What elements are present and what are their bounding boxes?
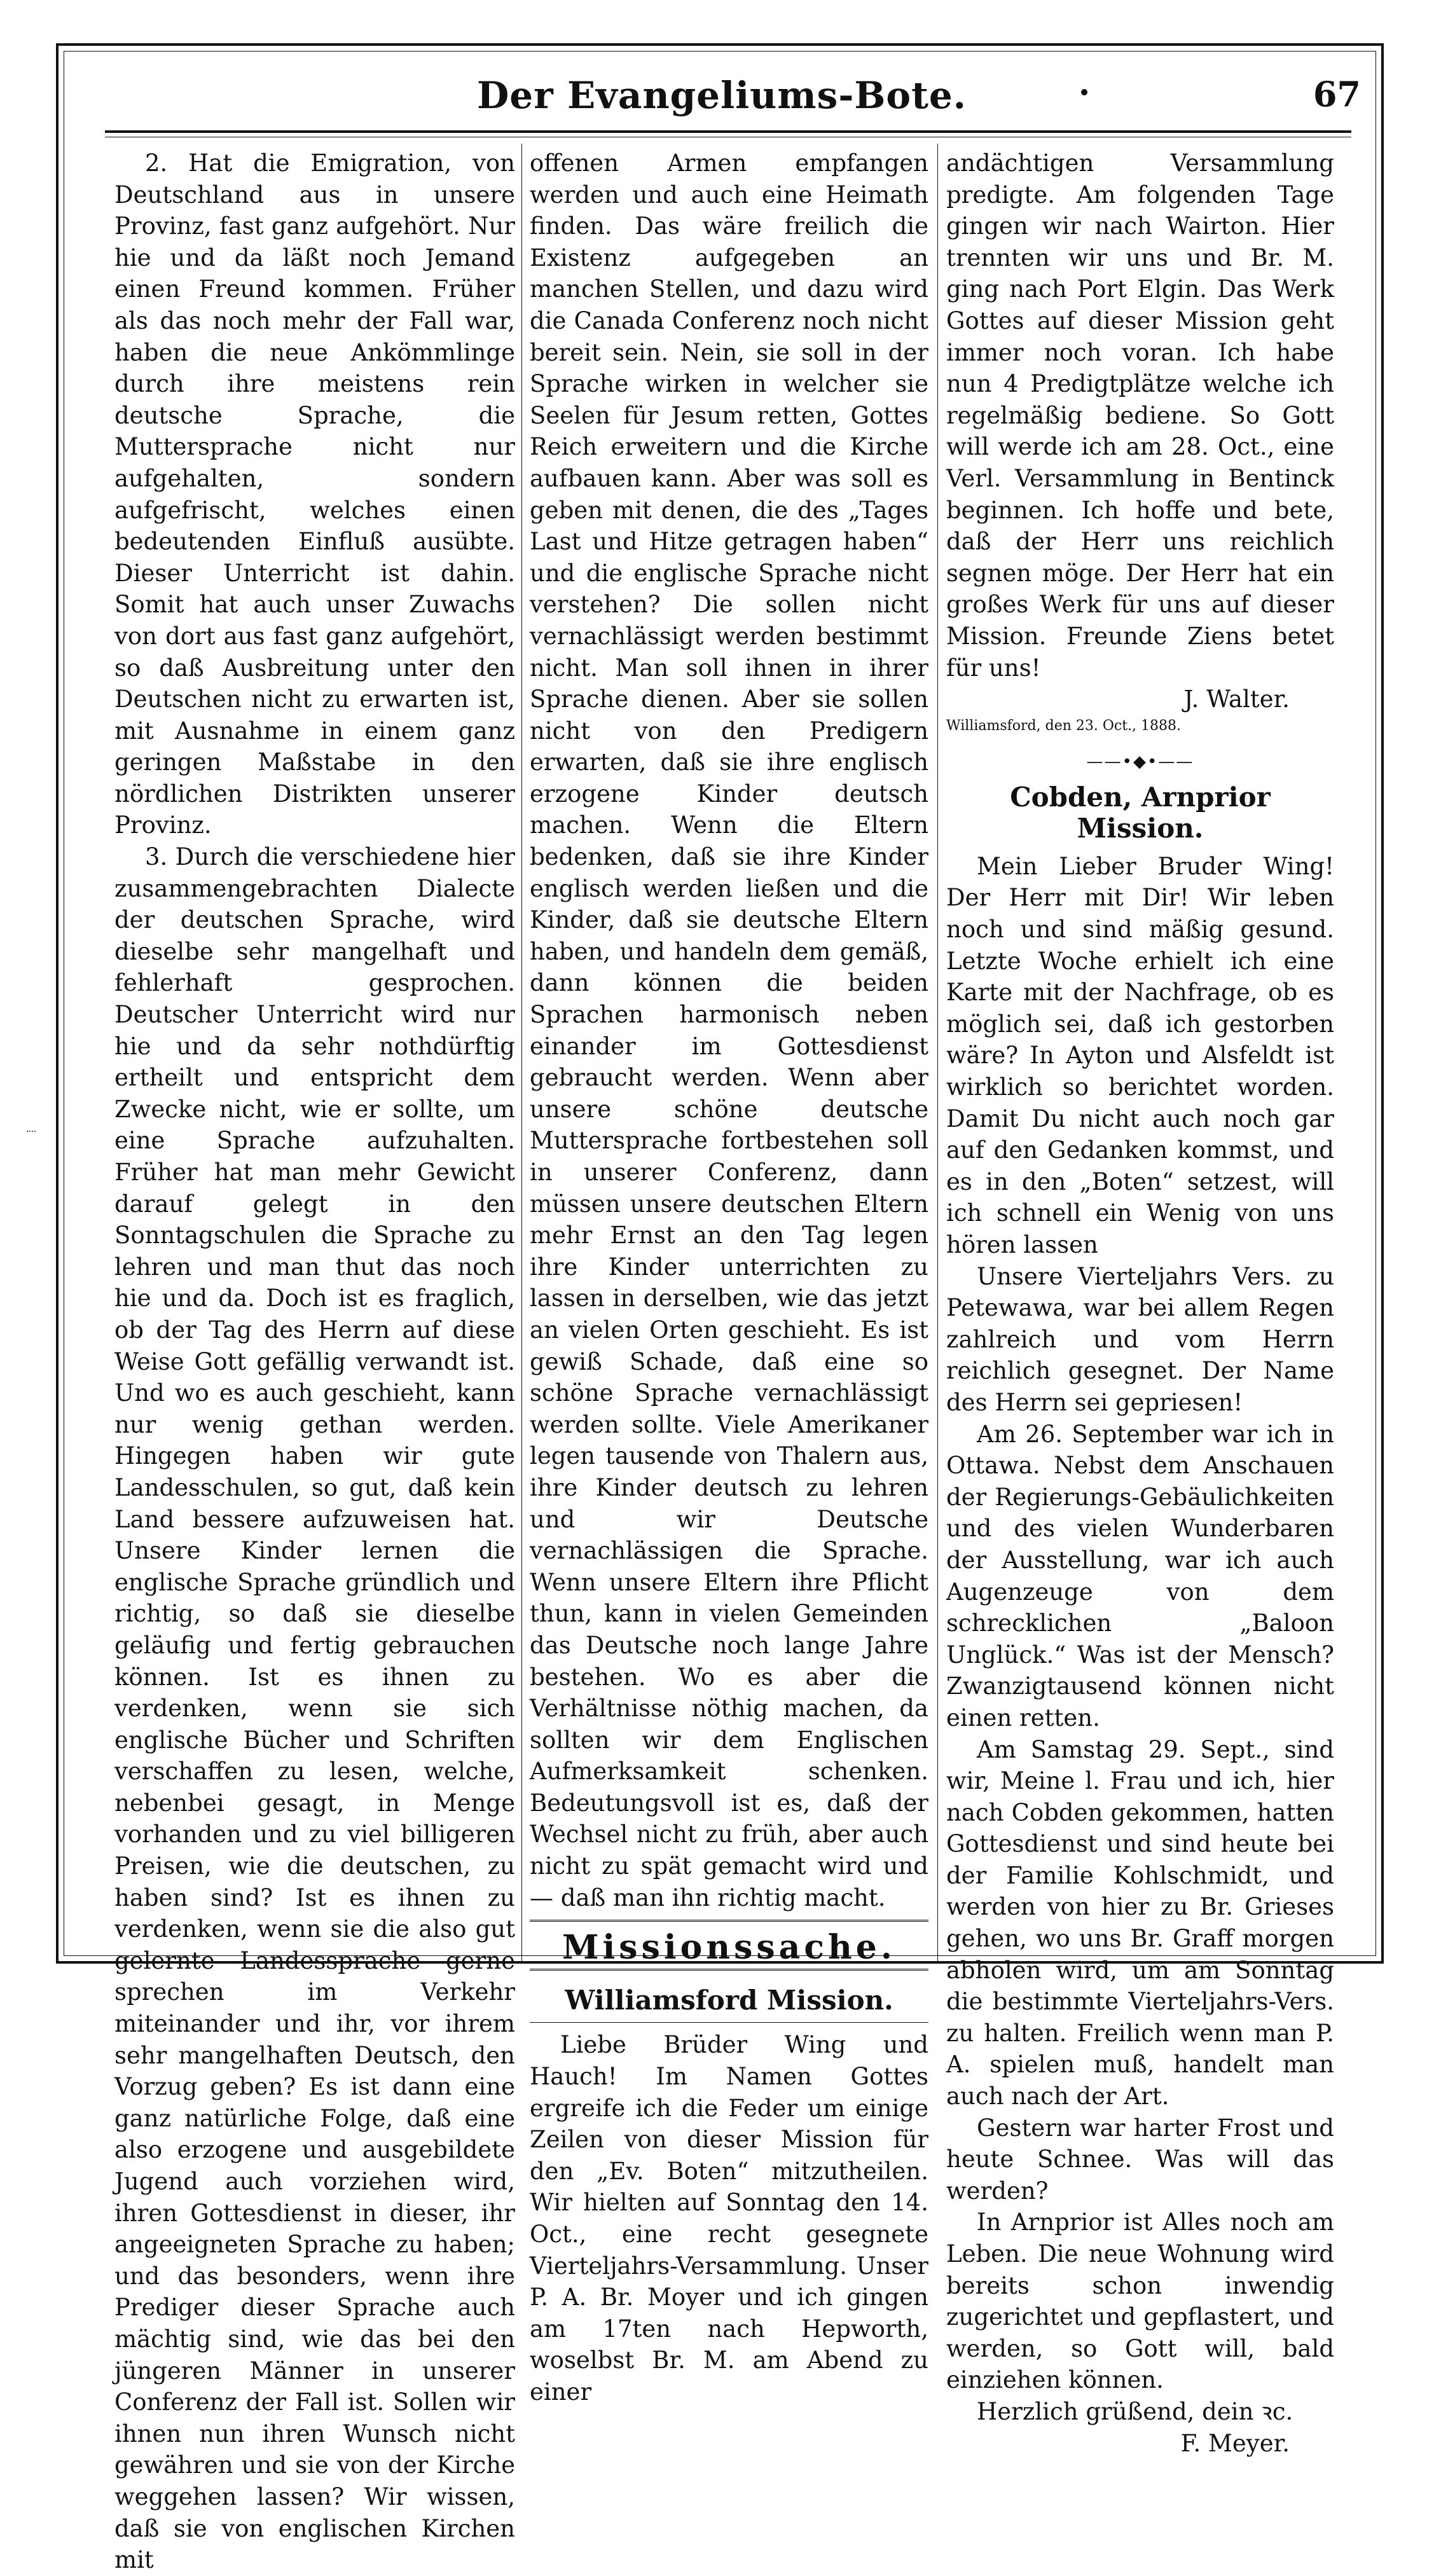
header-rule-thick (105, 130, 1351, 133)
signature-meyer: F. Meyer. (1180, 2429, 1290, 2457)
dateline-williamsford: Williamsford, den 23. Oct., 1888. (946, 717, 1182, 734)
page-number: 67 (1313, 74, 1361, 114)
header-dot-ornament (1081, 89, 1087, 95)
paragraph-cobden-5: Gestern war harter Frost und heute Schnee. Was will das werden? (946, 2114, 1334, 2205)
divider-ornament: ——•◆•—— (1086, 752, 1194, 771)
signature-walter: J. Walter. (1183, 685, 1290, 713)
section-rule-top (530, 1920, 928, 1925)
page-header (76, 70, 1367, 127)
section-title-missionssache: Missionssache. (562, 1928, 896, 1967)
paragraph-dialects: 3. Durch die verschiedene hier zusammengebrachten Dialecte der deutschen Sprache, wird dieselbe sehr mangelhaft und fehlerhaft gesprochen. Deutscher Unterricht wird nur hie und da sehr nothdürftig ertheilt und entspricht dem Zwecke nicht, wie er sollte, um eine Sprache aufzuhalten. Früher hat man mehr Gewicht darauf gelegt in den Sonntagschulen die Sprache zu lehren und man thut das noch hie und da. Doch ist es fraglich, ob der Tag des Herrn auf diese Weise Gott gefällig verwandt ist. Und wo es auch geschieht, kann nur wenig gethan werden. Hingegen haben wir gute Landesschulen, so gut, daß kein Land bessere aufzuweisen hat. Unsere Kinder lernen die englische Sprache gründlich und richtig, so daß sie dieselbe geläufig und fertig gebrauchen können. Ist es ihnen zu verdenken, wenn sie sich englische Bücher und Schriften verschaffen zu lesen, welche, nebenbei gesagt, in Menge vorhanden und zu viel billigeren Preisen, wie die deutschen, zu haben sind? Ist es ihnen zu verdenken, wenn sie die also gut gelernte Landessprache gerne sprechen im Verkehr miteinander und ihr, vor ihrem sehr mangelhaften Deutsch, den Vorzug geben? Es ist dann eine ganz natürliche Folge, daß eine also erzogene und ausgebildete Jugend auch vorziehen wird, ihren Gottesdienst in dieser, ihr angeeigneten Sprache zu haben; und das besonders, wenn ihre Prediger dieser Sprache auch mächtig sind, wie das bei den jüngeren Männer in unserer Conferenz der Fall ist. Sollen wir ihnen nun ihren Wunsch nicht gewähren und sie von der Kirche weggehen lassen? Wir wissen, daß sie von englischen Kirchen mit (114, 843, 515, 2574)
paragraph-emigration: 2. Hat die Emigration, von Deutschland aus in unsere Provinz, fast ganz aufgehört. Nur hie und da läßt noch Jemand einen Freund kommen. Früher als das noch mehr der Fall war, haben die neue Ankömmlinge durch ihre meistens rein deutsche Sprache, die Muttersprache nicht nur aufgehalten, sondern aufgefrischt, welches einen bedeutenden Einfluß ausübte. Dieser Unterricht ist dahin. Somit hat auch unser Zuwachs von dort aus fast ganz aufgehört, so daß Ausbreitung unter den Deutschen nicht zu erwarten ist, mit Ausnahme in einem ganz geringen Maßstabe in den nördlichen Distrikten unserer Provinz. (114, 149, 515, 839)
paragraph-williamsford-letter: Liebe Brüder Wing und Hauch! Im Namen Gottes ergreife ich die Feder um einige Zeilen von dieser Mission für den „Ev. Boten“ mitzutheilen. Wir hielten auf Sonntag den 14. Oct., eine recht gesegnete Vierteljahrs-Versammlung. Unser P. A. Br. Moyer und ich gingen am 17ten nach Hepworth, woselbst Br. M. am Abend zu einer (530, 2031, 928, 2406)
column-divider-2 (937, 144, 938, 1962)
paragraph-cobden-1: Mein Lieber Bruder Wing! Der Herr mit Dir! Wir leben noch und sind mäßig gesund. Letzte Woche erhielt ich eine Karte mit der Nachfrage, ob es möglich sei, daß ich gestorben wäre? In Ayton und Alsfeldt ist wirklich so berichtet worden. Damit Du nicht auch noch gar auf den Gedanken kommst, und es in den „Boten“ setzest, will ich schnell ein Wenig von uns hören lassen (946, 852, 1334, 1258)
paragraph-cobden-2: Unsere Vierteljahrs Vers. zu Petewawa, war bei allem Regen zahlreich und vom Herrn reichlich gesegnet. Der Name des Herrn sei gepriesen! (946, 1262, 1334, 1416)
paragraph-williamsford-continued: andächtigen Versammlung predigte. Am folgenden Tage gingen wir nach Wairton. Hier trennten wir uns und Br. M. ging nach Port Elgin. Das Werk Gottes auf dieser Mission geht immer noch voran. Ich habe nun 4 Predigtplätze welche ich regelmäßig bediene. So Gott will werde ich am 28. Oct., eine Verl. Versammlung in Bentinck beginnen. Ich hoffe und bete, daß der Herr uns reichlich segnen möge. Der Herr hat ein großes Werk für uns auf dieser Mission. Freunde Ziens betet für uns! (946, 149, 1334, 682)
paragraph-cobden-6: In Arnprior ist Alles noch am Leben. Die neue Wohnung wird bereits schon inwendig zugerichtet und gepflastert, und werden, so Gott will, bald einziehen können. (946, 2208, 1334, 2394)
column-3 (946, 148, 1334, 2457)
column-2 (530, 148, 928, 2406)
mission-title-cobden: Cobden, Arnprior Mission. (1010, 781, 1271, 844)
paragraph-cobden-greeting: Herzlich grüßend, dein ꝛc. (977, 2397, 1293, 2425)
column-divider-1 (521, 144, 522, 1962)
paragraph-cobden-4: Am Samstag 29. Sept., sind wir, Meine l. Frau und ich, hier nach Cobden gekommen, hatten Gottesdienst und sind heute bei der Familie Kohlschmidt, und werden von hier zu Br. Grieses gehen, wo uns Br. Graff morgen abholen wird, um am Sonntag die bestimmte Vierteljahrs-Vers. zu halten. Freilich wenn man P. A. spielen muß, handelt man auch nach der Art. (946, 1735, 1334, 2111)
newspaper-title: Der Evangeliums-Bote. (477, 74, 967, 117)
paragraph-cobden-3: Am 26. September war ich in Ottawa. Nebst dem Anschauen der Regierungs-Gebäulichkeiten und des vielen Wunderbaren der Ausstellung, war ich auch Augenzeuge von dem schrecklichen „Baloon Unglück.“ Was ist der Mensch? Zwanzigtausend können nicht einen retten. (946, 1420, 1334, 1732)
margin-speck (27, 1131, 36, 1137)
column-1 (114, 148, 515, 2574)
mission-title-williamsford: Williamsford Mission. (565, 1984, 893, 2016)
section-rule-bottom (530, 1969, 928, 1974)
mission-title-rule (530, 2022, 928, 2023)
paragraph-continuation: offenen Armen empfangen werden und auch eine Heimath finden. Das wäre freilich die Existenz aufgegeben an manchen Stellen, und dazu wird die Canada Conferenz noch nicht bereit sein. Nein, sie soll in der Sprache wirken in welcher sie Seelen für Jesum retten, Gottes Reich erweitern und die Kirche aufbauen kann. Aber was soll es geben mit denen, die des „Tages Last und Hitze getragen haben“ und die englische Sprache nicht verstehen? Die sollen nicht vernachlässigt werden bestimmt nicht. Man soll ihnen in ihrer Sprache dienen. Aber sie sollen nicht von den Predigern erwarten, daß sie ihre englisch erzogene Kinder deutsch machen. Wenn die Eltern bedenken, daß sie ihre Kinder englisch werden ließen und die Kinder, daß sie deutsche Eltern haben, und handeln dem gemäß, dann können die beiden Sprachen harmonisch neben einander im Gottesdienst gebraucht werden. Wenn aber unsere schöne deutsche Muttersprache fortbestehen soll in unserer Conferenz, dann müssen unsere deutschen Eltern mehr Ernst an den Tag legen ihre Kinder unterrichten zu lassen in derselben, wie das jetzt an vielen Orten geschieht. Es ist gewiß Schade, daß eine so schöne Sprache vernachlässigt werden sollte. Viele Amerikaner legen tausende von Thalern aus, ihre Kinder deutsch zu lehren und wir Deutsche vernachlässigen die Sprache. Wenn unsere Eltern ihre Pflicht thun, kann in vielen Gemeinden das Deutsche noch lange Jahre bestehen. Wo es aber die Verhältnisse nöthig machen, da sollten wir dem Englischen Aufmerksamkeit schenken. Bedeutungsvoll ist es, daß der Wechsel nicht zu früh, aber auch nicht zu spät gemacht wird und — daß man ihn richtig macht. (530, 149, 928, 1911)
